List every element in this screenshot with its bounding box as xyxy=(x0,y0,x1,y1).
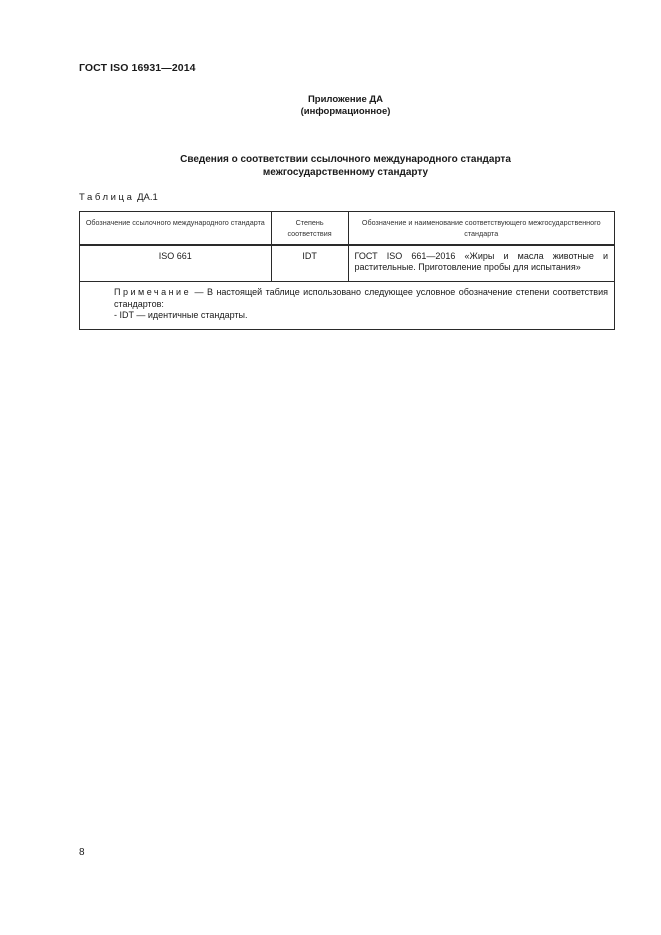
annex-title: Приложение ДА xyxy=(307,94,384,105)
section-title xyxy=(0,154,661,179)
header-degree: Степень соответствия xyxy=(271,212,348,245)
correspondence-table xyxy=(79,211,615,330)
annex-subtitle: (информационное) xyxy=(300,106,391,117)
note-label: Примечание xyxy=(114,287,192,297)
page-number: 8 xyxy=(79,847,85,858)
table-caption-word: Таблица xyxy=(79,192,135,203)
note-list-item: - IDT — идентичные стандарты. xyxy=(114,310,248,320)
header-interstate-standard: Обозначение и наименование соответствующего межгосударственного стандарта xyxy=(348,212,614,245)
cell-ref-standard: ISO 661 xyxy=(80,245,272,282)
table-caption xyxy=(79,192,158,203)
table-note xyxy=(80,282,615,330)
cell-interstate-standard: ГОСТ ISO 661—2016 «Жиры и масла животные и растительные. Приготовление пробы для испытания» xyxy=(348,245,614,282)
table-note-row xyxy=(80,282,615,330)
note-paragraph xyxy=(86,287,608,310)
table-caption-number: ДА.1 xyxy=(137,192,158,203)
section-title-line-2: межгосударственному стандарту xyxy=(262,166,429,178)
cell-degree: IDT xyxy=(271,245,348,282)
document-code: ГОСТ ISO 16931—2014 xyxy=(79,62,196,74)
note-text: — В настоящей таблице использовано следующее условное обозначение степени соответствия стандартов: xyxy=(114,287,608,309)
table-header-row xyxy=(80,212,615,245)
header-ref-standard: Обозначение ссылочного международного стандарта xyxy=(80,212,272,245)
annex-heading xyxy=(0,94,661,118)
table-row xyxy=(80,245,615,282)
section-title-line-1: Сведения о соответствии ссылочного международного стандарта xyxy=(180,154,511,165)
